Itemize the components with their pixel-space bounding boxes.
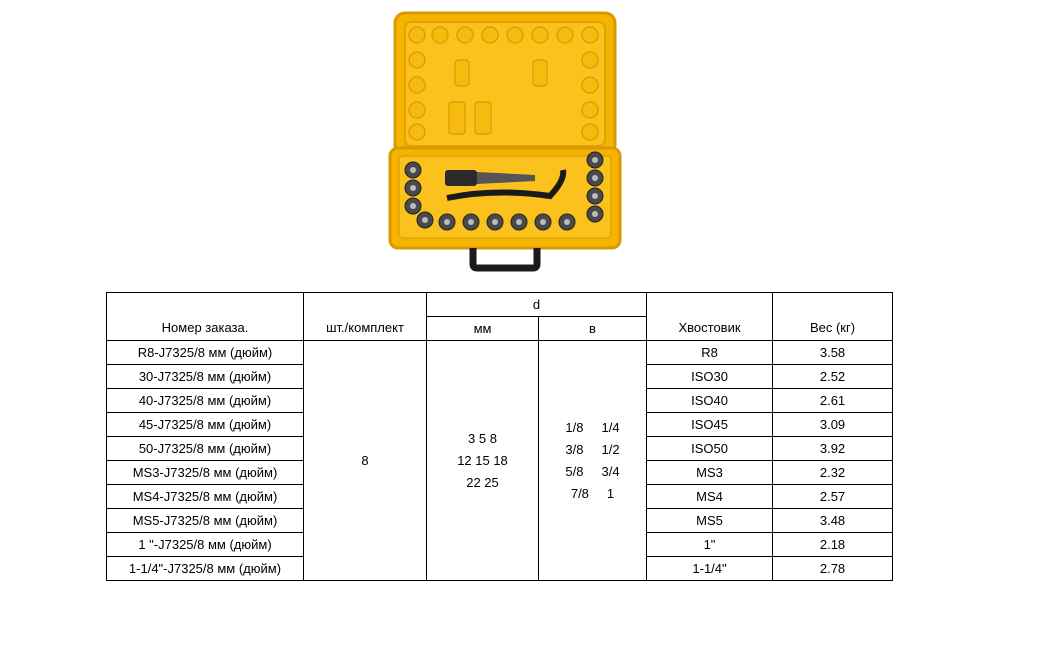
mm-value: 12 15 18: [457, 452, 508, 468]
shank-cell: 1-1/4": [647, 557, 773, 581]
header-d: d: [427, 293, 647, 317]
mm-values-cell: [427, 341, 539, 581]
shank-cell: ISO40: [647, 389, 773, 413]
inch-value: 7/8: [570, 485, 589, 501]
weight-cell: 3.58: [773, 341, 893, 365]
weight-cell: 3.48: [773, 509, 893, 533]
mm-value: 22 25: [466, 474, 499, 490]
weight-cell: 2.57: [773, 485, 893, 509]
order-cell: 1 "-J7325/8 мм (дюйм): [107, 533, 304, 557]
mm-value: 3 5 8: [468, 430, 497, 446]
shank-cell: ISO45: [647, 413, 773, 437]
product-image-collet-case: [385, 10, 625, 272]
inch-values-cell: [539, 341, 647, 581]
inch-value: 1/4: [601, 419, 620, 435]
spec-table: [106, 292, 893, 581]
shank-cell: MS4: [647, 485, 773, 509]
inch-value: 1: [606, 485, 615, 501]
order-cell: MS4-J7325/8 мм (дюйм): [107, 485, 304, 509]
weight-cell: 3.92: [773, 437, 893, 461]
header-weight: Вес (кг): [773, 293, 893, 341]
header-pcs-per-set: шт./комплект: [304, 293, 427, 341]
inch-value: 3/8: [565, 441, 584, 457]
weight-cell: 3.09: [773, 413, 893, 437]
shank-cell: MS3: [647, 461, 773, 485]
shank-cell: ISO50: [647, 437, 773, 461]
header-inch: в: [539, 317, 647, 341]
header-order-no: Номер заказа.: [107, 293, 304, 341]
weight-cell: 2.61: [773, 389, 893, 413]
order-cell: 40-J7325/8 мм (дюйм): [107, 389, 304, 413]
inch-value: 1/8: [565, 419, 584, 435]
inch-value: 1/2: [601, 441, 620, 457]
header-mm: мм: [427, 317, 539, 341]
pcs-cell: 8: [304, 341, 427, 581]
order-cell: MS3-J7325/8 мм (дюйм): [107, 461, 304, 485]
inch-value: 3/4: [601, 463, 620, 479]
order-cell: 45-J7325/8 мм (дюйм): [107, 413, 304, 437]
weight-cell: 2.18: [773, 533, 893, 557]
order-cell: 30-J7325/8 мм (дюйм): [107, 365, 304, 389]
weight-cell: 2.32: [773, 461, 893, 485]
weight-cell: 2.52: [773, 365, 893, 389]
inch-value: 5/8: [565, 463, 584, 479]
order-cell: MS5-J7325/8 мм (дюйм): [107, 509, 304, 533]
order-cell: 1-1/4"-J7325/8 мм (дюйм): [107, 557, 304, 581]
weight-cell: 2.78: [773, 557, 893, 581]
shank-cell: ISO30: [647, 365, 773, 389]
header-shank: Хвостовик: [647, 293, 773, 341]
shank-cell: 1": [647, 533, 773, 557]
shank-cell: MS5: [647, 509, 773, 533]
order-cell: R8-J7325/8 мм (дюйм): [107, 341, 304, 365]
shank-cell: R8: [647, 341, 773, 365]
table-row: [107, 341, 893, 365]
order-cell: 50-J7325/8 мм (дюйм): [107, 437, 304, 461]
